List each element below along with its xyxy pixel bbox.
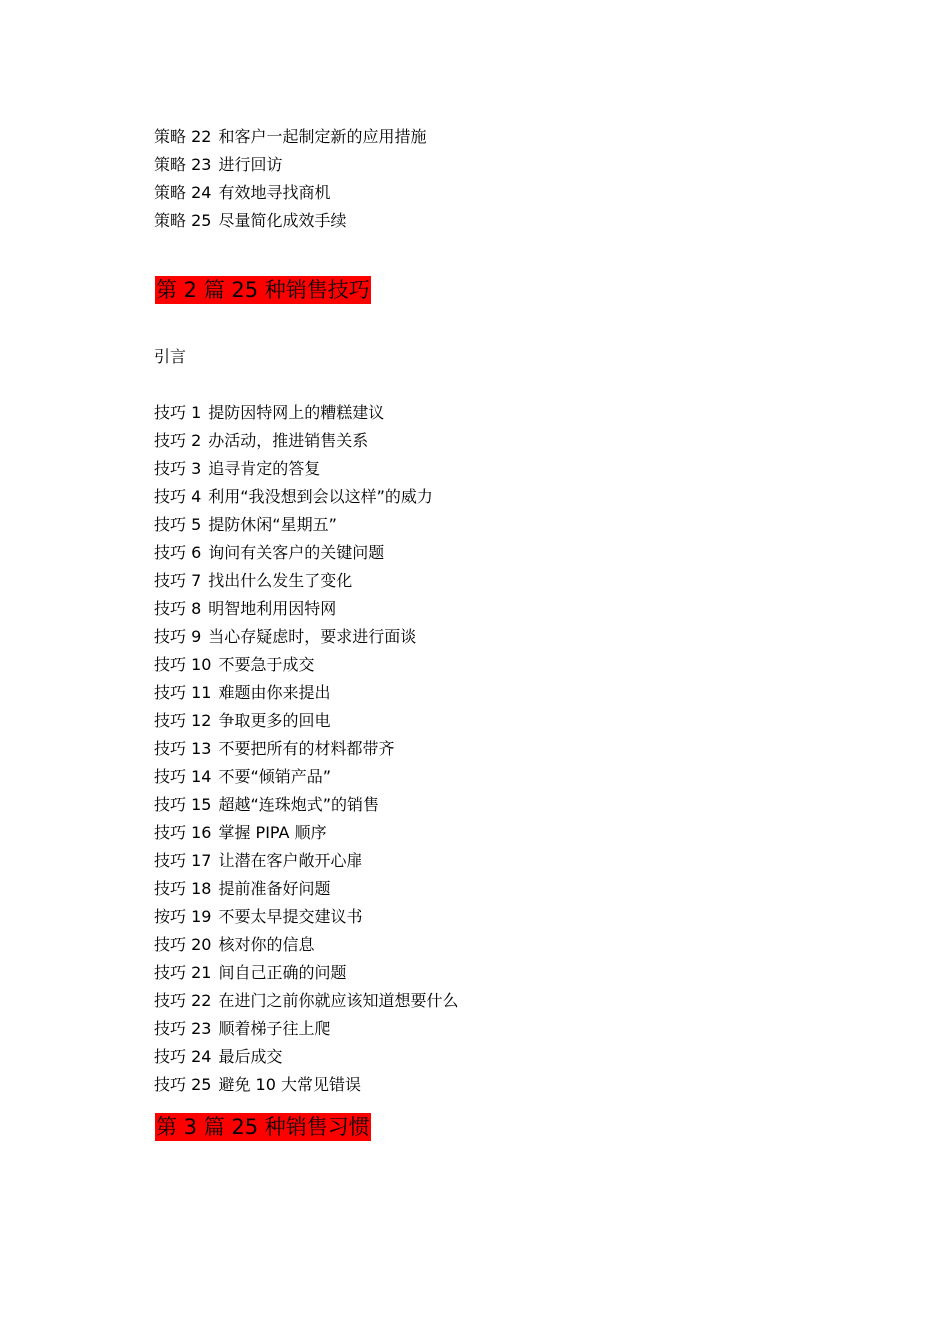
tip-label: 技巧 8 xyxy=(154,599,202,618)
tip-label: 技巧 6 xyxy=(154,543,202,562)
strategy-label: 策略 25 xyxy=(154,211,212,230)
tip-label: 技巧 5 xyxy=(154,515,202,534)
tip-text: 争取更多的回电 xyxy=(218,711,331,730)
tip-text: 找出什么发生了变化 xyxy=(208,571,353,590)
list-item xyxy=(154,791,458,819)
list-item xyxy=(154,483,458,511)
tip-label: 技巧 12 xyxy=(154,711,212,730)
list-item xyxy=(154,123,426,151)
tip-label: 技巧 24 xyxy=(154,1047,212,1066)
tip-text: 核对你的信息 xyxy=(218,935,315,954)
tip-label: 技巧 23 xyxy=(154,1019,212,1038)
list-item xyxy=(154,567,458,595)
part3-heading xyxy=(153,1113,373,1141)
list-item xyxy=(154,455,458,483)
strategy-text: 有效地寻找商机 xyxy=(218,183,331,202)
list-item xyxy=(154,847,458,875)
list-item xyxy=(154,207,426,235)
tip-label: 技巧 1 xyxy=(154,403,202,422)
list-item xyxy=(154,819,458,847)
list-item xyxy=(154,931,458,959)
tip-text: 掌握 PIPA 顺序 xyxy=(218,823,327,842)
list-item xyxy=(154,651,458,679)
tip-text: 间自己正确的问题 xyxy=(218,963,347,982)
list-item xyxy=(154,1015,458,1043)
intro-label: 引言 xyxy=(154,347,187,366)
tip-label: 技巧 9 xyxy=(154,627,202,646)
list-item xyxy=(154,959,458,987)
list-item xyxy=(154,987,458,1015)
list-item xyxy=(154,179,426,207)
tip-label: 按巧 19 xyxy=(154,907,212,926)
tip-label: 技巧 17 xyxy=(154,851,212,870)
tip-label: 技巧 3 xyxy=(154,459,202,478)
list-item xyxy=(154,763,458,791)
list-item xyxy=(154,539,458,567)
tip-label: 技巧 4 xyxy=(154,487,202,506)
part3-heading-text: 第 3 篇 25 种销售习惯 xyxy=(156,1115,370,1139)
tip-text: 询问有关客户的关键问题 xyxy=(208,543,385,562)
tip-text: 利用“我没想到会以这样”的威力 xyxy=(208,487,433,506)
strategy-label: 策略 23 xyxy=(154,155,212,174)
tip-label: 技巧 22 xyxy=(154,991,212,1010)
tip-text: 明智地利用因特网 xyxy=(208,599,337,618)
tip-text: 提防因特网上的糟糕建议 xyxy=(208,403,385,422)
list-item xyxy=(154,679,458,707)
tip-label: 技巧 14 xyxy=(154,767,212,786)
tip-text: 不要太早提交建议书 xyxy=(218,907,363,926)
tip-text: 顺着梯子往上爬 xyxy=(218,1019,331,1038)
tip-label: 技巧 2 xyxy=(154,431,202,450)
tip-text: 不要“倾销产品” xyxy=(218,767,332,786)
list-item xyxy=(154,623,458,651)
list-item xyxy=(154,1043,458,1071)
tip-label: 技巧 13 xyxy=(154,739,212,758)
tip-text: 超越“连珠炮式”的销售 xyxy=(218,795,380,814)
tip-text: 当心存疑虑时，要求进行面谈 xyxy=(208,627,417,646)
list-item xyxy=(154,707,458,735)
tip-label: 技巧 20 xyxy=(154,935,212,954)
list-item xyxy=(154,511,458,539)
part2-heading-text: 第 2 篇 25 种销售技巧 xyxy=(156,278,370,302)
strategy-list xyxy=(154,123,426,235)
strategy-text: 尽量简化成效手续 xyxy=(218,211,347,230)
list-item xyxy=(154,1071,458,1099)
tip-text: 追寻肯定的答复 xyxy=(208,459,321,478)
tip-label: 技巧 18 xyxy=(154,879,212,898)
tip-text: 提前准备好问题 xyxy=(218,879,331,898)
tip-label: 技巧 16 xyxy=(154,823,212,842)
tip-label: 技巧 11 xyxy=(154,683,212,702)
strategy-text: 进行回访 xyxy=(218,155,283,174)
list-item xyxy=(154,735,458,763)
tip-list xyxy=(154,399,458,1099)
tip-label: 技巧 21 xyxy=(154,963,212,982)
tip-text: 不要把所有的材料都带齐 xyxy=(218,739,395,758)
list-item xyxy=(154,399,458,427)
tip-text: 提防休闲“星期五” xyxy=(208,515,337,534)
list-item xyxy=(154,151,426,179)
tip-text: 在进门之前你就应该知道想要什么 xyxy=(218,991,459,1010)
list-item xyxy=(154,427,458,455)
part2-heading xyxy=(153,276,373,304)
tip-label: 技巧 25 xyxy=(154,1075,212,1094)
tip-label: 技巧 15 xyxy=(154,795,212,814)
list-item xyxy=(154,875,458,903)
list-item xyxy=(154,903,458,931)
strategy-label: 策略 24 xyxy=(154,183,212,202)
tip-text: 避免 10 大常见错误 xyxy=(218,1075,361,1094)
tip-text: 办活动，推进销售关系 xyxy=(208,431,369,450)
list-item xyxy=(154,595,458,623)
tip-text: 最后成交 xyxy=(218,1047,283,1066)
strategy-label: 策略 22 xyxy=(154,127,212,146)
tip-text: 难题由你来提出 xyxy=(218,683,331,702)
tip-label: 技巧 7 xyxy=(154,571,202,590)
strategy-text: 和客户一起制定新的应用措施 xyxy=(218,127,427,146)
tip-text: 不要急于成交 xyxy=(218,655,315,674)
tip-label: 技巧 10 xyxy=(154,655,212,674)
tip-text: 让潜在客户敞开心扉 xyxy=(218,851,363,870)
